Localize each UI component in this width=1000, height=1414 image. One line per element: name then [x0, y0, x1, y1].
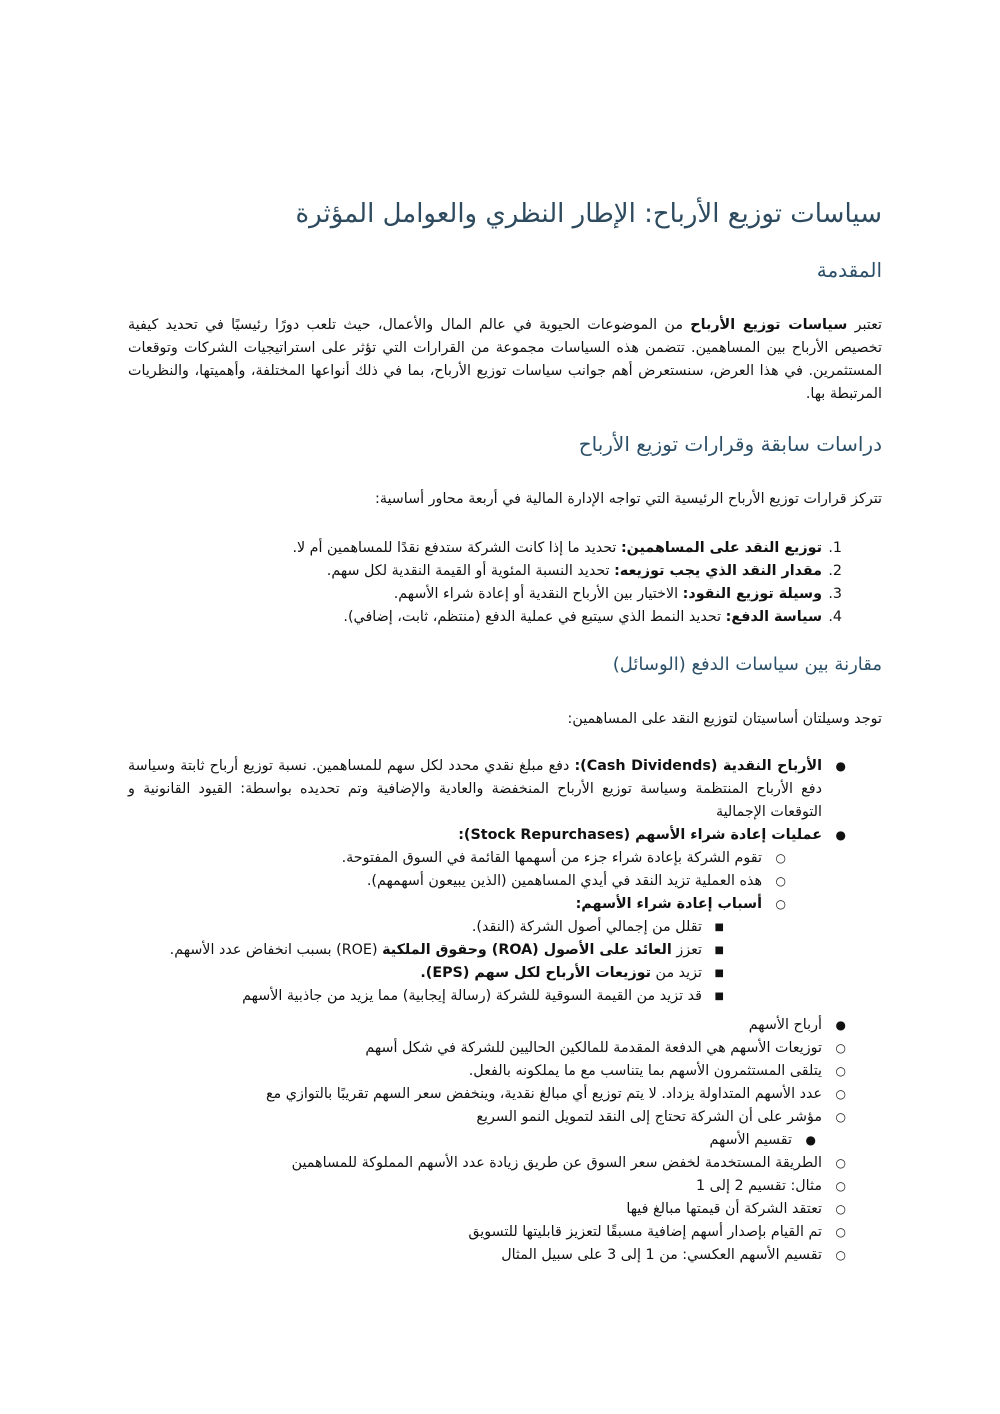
bullet-disc-icon: ● [835, 759, 846, 773]
list-item-repurchase-reasons: ○ أسباب إعادة شراء الأسهم: [128, 893, 882, 916]
bullet-circle-icon: ○ [835, 1041, 846, 1055]
studies-lead: تتركز قرارات توزيع الأرباح الرئيسية التي تواجه الإدارة المالية في أربعة محاور أساسية: [375, 491, 882, 507]
intro-heading: المقدمة [816, 258, 882, 282]
list-item: ■ تزيد من توزيعات الأرباح لكل سهم (EPS). [128, 962, 882, 985]
bullet-circle-icon: ○ [835, 1110, 846, 1124]
list-item-stock-split: ● تقسيم الأسهم [128, 1129, 882, 1152]
list-item: 1. توزيع النقد على المساهمين: تحديد ما إذا كانت الشركة ستدفع نقدًا للمساهمين أم لا. [292, 540, 842, 556]
list-item: ○ هذه العملية تزيد النقد في أيدي المساهمين (الذين يبيعون أسهمهم). [128, 870, 882, 893]
list-item: 3. وسيلة توزيع النقود: الاختيار بين الأرباح النقدية أو إعادة شراء الأسهم. [393, 586, 842, 602]
intro-paragraph: تعتبر سياسات توزيع الأرباح من الموضوعات الحيوية في عالم المال والأعمال، حيث تلعب دورًا رئيسيًا في تحديد كيفية تخصيص الأرباح بين المساهمين. تتضمن هذه السياسات مجموعة من القرارات التي تؤثر على استراتيجيات الشركات وتوقعات المستثمرين. في هذا العرض، سنستعرض أهم جوانب سياسات توزيع الأرباح، بما في ذلك أنواعها المختلفة، وأهميتها، والنظريات المرتبطة بها. [128, 317, 882, 402]
list-item: 4. سياسة الدفع: تحديد النمط الذي سيتبع في عملية الدفع (منتظم، ثابت، إضافي). [343, 609, 842, 625]
bullet-circle-icon: ○ [775, 897, 786, 911]
bullet-circle-icon: ○ [835, 1225, 846, 1239]
studies-heading: دراسات سابقة وقرارات توزيع الأرباح [578, 432, 882, 456]
list-item-stock-repurchases: ● عمليات إعادة شراء الأسهم (Stock Repurchases): [128, 824, 882, 847]
list-item: ○ تم القيام بإصدار أسهم إضافية مسبقًا لتعزيز قابليتها للتسويق [128, 1221, 882, 1244]
list-item: ○ مؤشر على أن الشركة تحتاج إلى النقد لتمويل النمو السريع [128, 1106, 882, 1129]
bullet-disc-icon: ● [835, 828, 846, 842]
list-item: ■ تقلل من إجمالي أصول الشركة (النقد). [128, 916, 882, 939]
bullet-square-icon: ■ [714, 945, 724, 956]
bullet-square-icon: ■ [714, 991, 724, 1002]
intro-bold-term: سياسات توزيع الأرباح [690, 317, 848, 333]
comparison-lead: توجد وسيلتان أساسيتان لتوزيع النقد على المساهمين: [567, 711, 882, 727]
bullet-circle-icon: ○ [835, 1087, 846, 1101]
payment-methods-list [128, 755, 882, 1008]
list-item: ○ يتلقى المستثمرون الأسهم بما يتناسب مع ما يملكونه بالفعل. [128, 1060, 882, 1083]
list-item: ○ توزيعات الأسهم هي الدفعة المقدمة للمالكين الحاليين للشركة في شكل أسهم [128, 1037, 882, 1060]
bullet-circle-icon: ○ [835, 1202, 846, 1216]
list-item-cash-dividends: ● الأرباح النقدية (Cash Dividends): دفع مبلغ نقدي محدد لكل سهم للمساهمين. نسبة توزيع أرباح ثابتة وسياسة دفع الأرباح المنتظمة وسياسة توزيع الأرباح المنخفضة والعادية والإضافية وتم تحديده بواسطة: القيود القانونية و التوقعات الإجمالية [128, 755, 882, 824]
list-item: ○ مثال: تقسيم 2 إلى 1 [128, 1175, 882, 1198]
bullet-circle-icon: ○ [835, 1179, 846, 1193]
document-page [128, 0, 882, 1414]
bullet-circle-icon: ○ [835, 1156, 846, 1170]
list-item: 2. مقدار النقد الذي يجب توزيعه: تحديد النسبة المئوية أو القيمة النقدية لكل سهم. [326, 563, 842, 579]
document-title: سياسات توزيع الأرباح: الإطار النظري والعوامل المؤثرة [295, 199, 882, 229]
list-item-stock-dividends: ● أرباح الأسهم [128, 1014, 882, 1037]
bullet-disc-icon: ● [835, 1018, 846, 1032]
decisions-numbered-list [128, 537, 882, 629]
list-item: ○ الطريقة المستخدمة لخفض سعر السوق عن طريق زيادة عدد الأسهم المملوكة للمساهمين [128, 1152, 882, 1175]
list-item: ○ عدد الأسهم المتداولة يزداد. لا يتم توزيع أي مبالغ نقدية، وينخفض سعر السهم تقريبًا بالتوازي مع [128, 1083, 882, 1106]
bullet-circle-icon: ○ [775, 874, 786, 888]
bullet-square-icon: ■ [714, 922, 724, 933]
bullet-circle-icon: ○ [835, 1248, 846, 1262]
comparison-heading: مقارنة بين سياسات الدفع (الوسائل) [612, 654, 882, 675]
list-item: ■ تعزز العائد على الأصول (ROA) وحقوق الملكية (ROE) بسبب انخفاض عدد الأسهم. [128, 939, 882, 962]
bullet-circle-icon: ○ [835, 1064, 846, 1078]
list-item: ■ قد تزيد من القيمة السوقية للشركة (رسالة إيجابية) مما يزيد من جاذبية الأسهم [128, 985, 882, 1008]
list-item: ○ تقوم الشركة بإعادة شراء جزء من أسهمها القائمة في السوق المفتوحة. [128, 847, 882, 870]
list-item: ○ تقسيم الأسهم العكسي: من 1 إلى 3 على سبيل المثال [128, 1244, 882, 1267]
stock-dividends-list [128, 1014, 882, 1267]
bullet-square-icon: ■ [714, 968, 724, 979]
bullet-circle-icon: ○ [775, 851, 786, 865]
bullet-disc-icon: ● [805, 1133, 816, 1147]
list-item: ○ تعتقد الشركة أن قيمتها مبالغ فيها [128, 1198, 882, 1221]
